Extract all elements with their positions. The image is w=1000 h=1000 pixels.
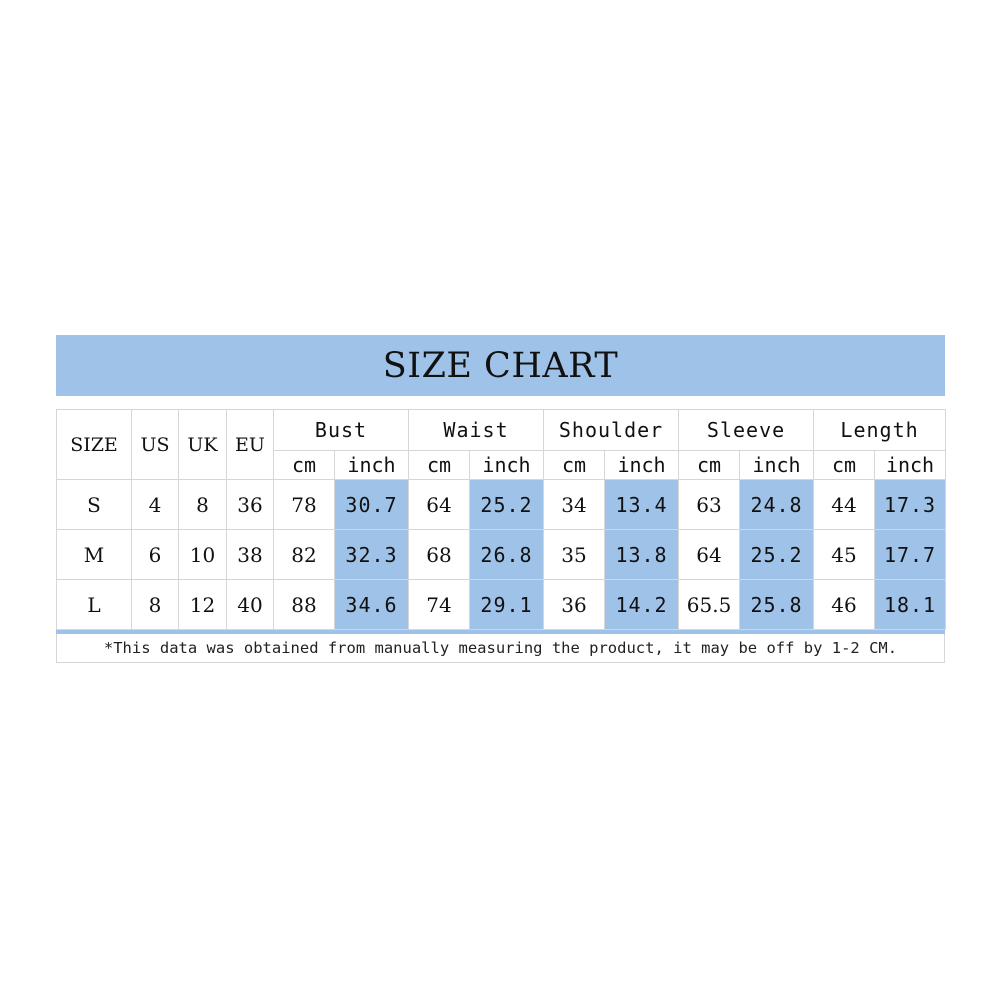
header-bust-cm: cm	[274, 451, 335, 480]
cell-us: 6	[132, 530, 179, 580]
cell-waist-cm: 64	[409, 480, 470, 530]
cell-eu: 38	[227, 530, 274, 580]
cell-us: 4	[132, 480, 179, 530]
header-bust-inch: inch	[335, 451, 409, 480]
header-bust: Bust	[274, 410, 409, 451]
cell-us: 8	[132, 580, 179, 630]
cell-bust-cm: 82	[274, 530, 335, 580]
header-sleeve-cm: cm	[679, 451, 740, 480]
header-us: US	[132, 410, 179, 480]
cell-shoulder-cm: 34	[544, 480, 605, 530]
cell-length-inch: 17.3	[875, 480, 946, 530]
header-shoulder-inch: inch	[605, 451, 679, 480]
note-text: *This data was obtained from manually measuring the product, it may be off by 1-2 CM.	[103, 639, 898, 657]
cell-bust-inch: 30.7	[335, 480, 409, 530]
cell-uk: 10	[179, 530, 227, 580]
cell-sleeve-inch: 25.8	[740, 580, 814, 630]
header-length: Length	[814, 410, 946, 451]
size-table	[56, 409, 946, 630]
header-size: SIZE	[57, 410, 132, 480]
cell-waist-inch: 26.8	[470, 530, 544, 580]
header-sleeve-inch: inch	[740, 451, 814, 480]
cell-eu: 36	[227, 480, 274, 530]
header-length-cm: cm	[814, 451, 875, 480]
cell-sleeve-inch: 24.8	[740, 480, 814, 530]
header-waist-cm: cm	[409, 451, 470, 480]
page-title: SIZE CHART	[382, 345, 619, 386]
size-chart-title-banner	[56, 335, 945, 396]
table-row-l	[57, 580, 946, 630]
cell-waist-cm: 68	[409, 530, 470, 580]
header-eu: EU	[227, 410, 274, 480]
cell-length-cm: 46	[814, 580, 875, 630]
cell-length-inch: 17.7	[875, 530, 946, 580]
cell-uk: 8	[179, 480, 227, 530]
cell-shoulder-cm: 35	[544, 530, 605, 580]
cell-sleeve-cm: 63	[679, 480, 740, 530]
header-length-inch: inch	[875, 451, 946, 480]
header-sleeve: Sleeve	[679, 410, 814, 451]
cell-size: S	[57, 480, 132, 530]
cell-shoulder-cm: 36	[544, 580, 605, 630]
cell-length-cm: 44	[814, 480, 875, 530]
cell-waist-inch: 29.1	[470, 580, 544, 630]
cell-sleeve-cm: 65.5	[679, 580, 740, 630]
cell-bust-cm: 88	[274, 580, 335, 630]
cell-shoulder-inch: 13.8	[605, 530, 679, 580]
header-uk: UK	[179, 410, 227, 480]
header-waist: Waist	[409, 410, 544, 451]
cell-waist-cm: 74	[409, 580, 470, 630]
cell-length-inch: 18.1	[875, 580, 946, 630]
header-waist-inch: inch	[470, 451, 544, 480]
cell-bust-inch: 32.3	[335, 530, 409, 580]
cell-size: M	[57, 530, 132, 580]
cell-shoulder-inch: 13.4	[605, 480, 679, 530]
table-row-m	[57, 530, 946, 580]
cell-length-cm: 45	[814, 530, 875, 580]
spacer	[56, 396, 945, 409]
cell-bust-inch: 34.6	[335, 580, 409, 630]
cell-waist-inch: 25.2	[470, 480, 544, 530]
header-shoulder: Shoulder	[544, 410, 679, 451]
header-shoulder-cm: cm	[544, 451, 605, 480]
table-row-s	[57, 480, 946, 530]
cell-bust-cm: 78	[274, 480, 335, 530]
cell-eu: 40	[227, 580, 274, 630]
size-chart	[56, 335, 945, 663]
cell-sleeve-cm: 64	[679, 530, 740, 580]
header-row-groups	[57, 410, 946, 451]
cell-uk: 12	[179, 580, 227, 630]
measurement-note	[56, 634, 945, 663]
cell-size: L	[57, 580, 132, 630]
cell-sleeve-inch: 25.2	[740, 530, 814, 580]
cell-shoulder-inch: 14.2	[605, 580, 679, 630]
